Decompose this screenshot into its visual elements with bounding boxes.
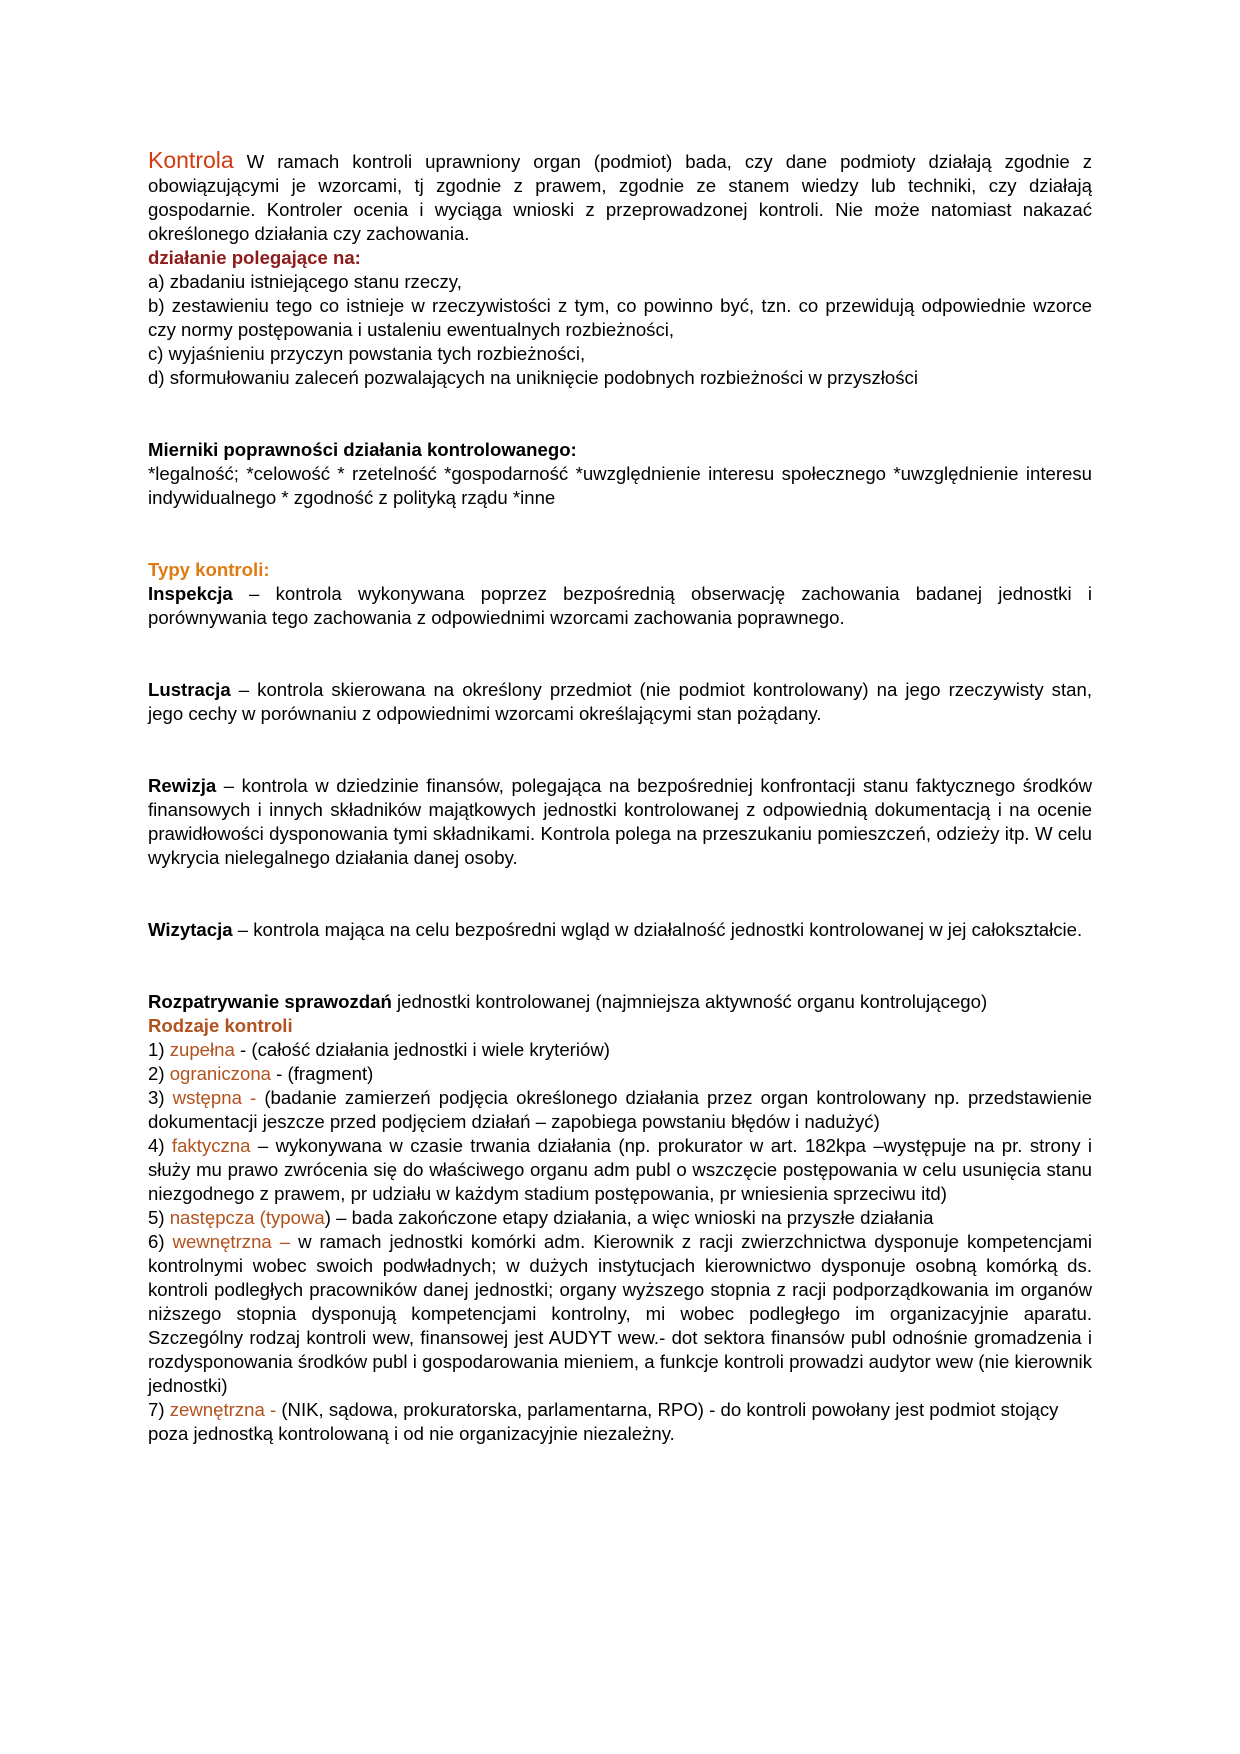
activity-heading: działanie polegające na: (148, 247, 361, 268)
kind-item: 4) faktyczna – wykonywana w czasie trwania działania (np. prokurator w art. 182kpa –występuje na pr. strony i służy mu prawo zwrócenia się do właściwego organu adm publ o wszczęcie postępowania w celu usunięcia stanu niezgodnego z prawem, pr udziału w każdym stadium postępowania, pr wniesienia sprzeciwu itd) (148, 1135, 1092, 1204)
intro-text: W ramach kontroli uprawniony organ (podmiot) bada, czy dane podmioty działają zgodnie z obowiązującymi je wzorcami, tj zgodnie z prawem, zgodnie ze stanem wiedzy lub techniki, czy działają gospodarnie. Kontroler ocenia i wyciąga wnioski z przeprowadzonej kontroli. Nie może natomiast nakazać określonego działania czy zachowania. (148, 151, 1092, 244)
type-sprawozdania: Rozpatrywanie sprawozdań jednostki kontrolowanej (najmniejsza aktywność organu kontrolującego) (148, 991, 988, 1012)
document-page (148, 148, 1092, 1446)
kind-item: 6) wewnętrzna – w ramach jednostki komórki adm. Kierownik z racji zwierzchnictwa dysponuje kompetencjami kontrolnymi wobec swoich podwładnych; w dużych instytucjach kierownictwo dysponuje osobną komórką ds. kontroli podległych pracowników danej jednostki; organy wyższego stopnia z racji podporządkowania im organów niższego stopnia dysponują kompetencjami kontrolny, mi wobec podległego im organizacyjnie aparatu. Szczególny rodzaj kontroli wew, finansowej jest AUDYT wew.- dot sektora finansów publ odnośnie gromadzenia i rozdysponowania środków publ i gospodarowania mieniem, a funkcje kontroli prowadzi audytor wew (nie kierownik jednostki) (148, 1231, 1092, 1396)
intro-paragraph (148, 148, 1092, 246)
type-inspekcja: Inspekcja – kontrola wykonywana poprzez bezpośrednią obserwację zachowania badanej jednostki i porównywania tego zachowania z odpowiednimi wzorcami zachowania poprawnego. (148, 583, 1092, 628)
activity-item-b: b) zestawieniu tego co istnieje w rzeczywistości z tym, co powinno być, tzn. co przewidują odpowiednie wzorce czy normy postępowania i ustaleniu ewentualnych rozbieżności, (148, 295, 1092, 340)
activity-item-a: a) zbadaniu istniejącego stanu rzeczy, (148, 271, 462, 292)
kind-item: 3) wstępna - (badanie zamierzeń podjęcia określonego działania przez organ kontrolowany np. przedstawienie dokumentacji jeszcze przed podjęciem działań – zapobiega powstaniu błędów i nadużyć) (148, 1087, 1092, 1132)
measures-heading: Mierniki poprawności działania kontrolowanego: (148, 439, 577, 460)
type-rewizja: Rewizja – kontrola w dziedzinie finansów, polegająca na bezpośredniej konfrontacji stanu faktycznego środków finansowych i innych składników majątkowych jednostki kontrolowanej z odpowiednią dokumentacją i na ocenie prawidłowości dysponowania tymi składnikami. Kontrola polega na przeszukaniu pomieszczeń, odzieży itp. W celu wykrycia nielegalnego działania danej osoby. (148, 775, 1092, 868)
measures-list: *legalność; *celowość * rzetelność *gospodarność *uwzględnienie interesu społecznego *uwzględnienie interesu indywidualnego * zgodność z polityką rządu *inne (148, 463, 1092, 508)
activity-item-d: d) sformułowaniu zaleceń pozwalających na uniknięcie podobnych rozbieżności w przyszłości (148, 367, 918, 388)
type-lustracja: Lustracja – kontrola skierowana na określony przedmiot (nie podmiot kontrolowany) na jego rzeczywisty stan, jego cechy w porównaniu z odpowiednimi wzorcami określającymi stan pożądany. (148, 679, 1092, 724)
kind-item: 5) następcza (typowa) – bada zakończone etapy działania, a więc wnioski na przyszłe działania (148, 1207, 934, 1228)
kinds-heading: Rodzaje kontroli (148, 1015, 293, 1036)
activity-item-c: c) wyjaśnieniu przyczyn powstania tych rozbieżności, (148, 343, 586, 364)
kind-item: 7) zewnętrzna - (NIK, sądowa, prokuratorska, parlamentarna, RPO) - do kontroli powołany jest podmiot stojący poza jednostką kontrolowaną i od nie organizacyjnie niezależny. (148, 1399, 1059, 1444)
kind-item: 1) zupełna - (całość działania jednostki i wiele kryteriów) (148, 1039, 610, 1060)
document-title: Kontrola (148, 147, 234, 173)
kind-item: 2) ograniczona - (fragment) (148, 1063, 374, 1084)
types-heading: Typy kontroli: (148, 559, 270, 580)
type-wizytacja: Wizytacja – kontrola mająca na celu bezpośredni wgląd w działalność jednostki kontrolowanej w jej całokształcie. (148, 919, 1083, 940)
